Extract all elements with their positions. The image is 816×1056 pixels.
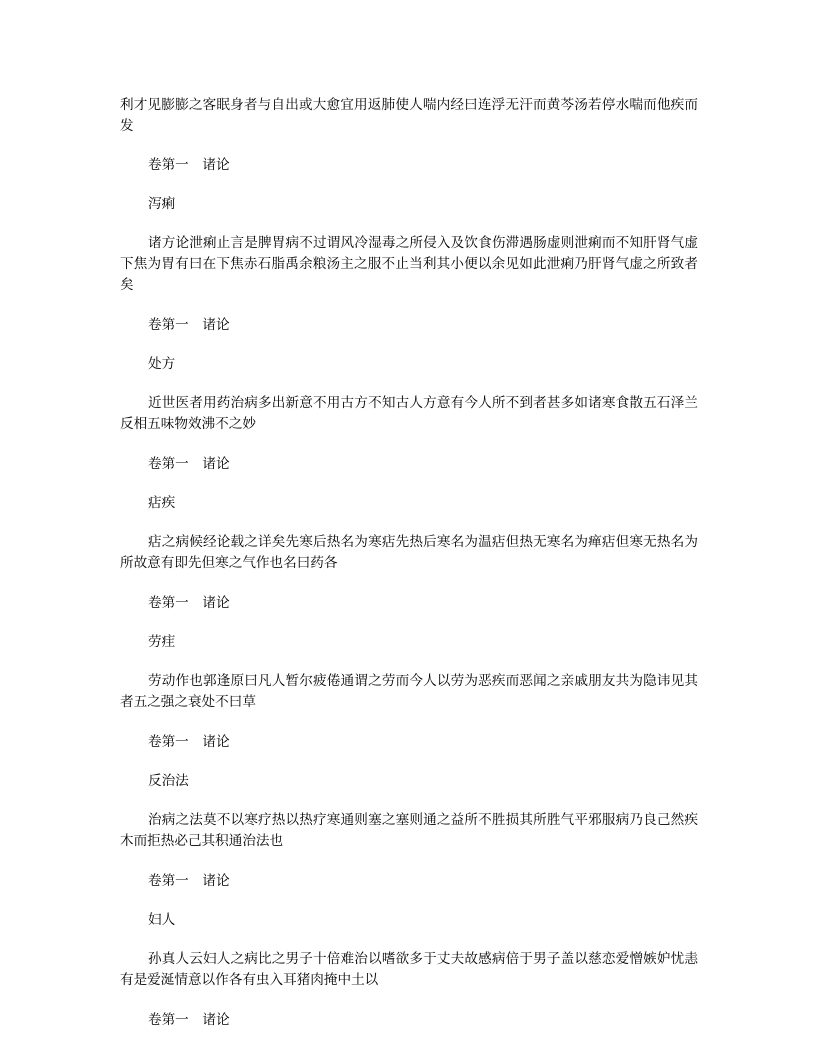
paragraph: 诸方论泄痢止言是脾胃病不过谓风冷湿毒之所侵入及饮食伤滞遇肠虚则泄痢而不知肝肾气虚下焦为胃有曰在下焦赤石脂禹余粮汤主之服不止当利其小便以余见如此泄痢乃肝肾气虚之所致者矣 <box>120 235 698 293</box>
paragraph: 治病之法莫不以寒疗热以热疗寒通则塞之塞则通之益所不胜损其所胜气平邪服病乃良己然疾木而拒热必己其积通治法也 <box>120 812 698 849</box>
paragraph: 孙真人云妇人之病比之男子十倍难治以嗜欲多于丈夫故感病倍于男子盖以慈恋爱憎嫉妒忧恚有是爱涎情意以作各有虫入耳猪肉掩中土以 <box>120 951 698 988</box>
section-title: 反治法 <box>148 773 189 789</box>
paragraph: 利才见膨膨之客眠身者与自出或大愈宜用返肺使人喘内经曰连浮无汗而黄芩汤若停水喘而他疾而发 <box>120 97 698 134</box>
paragraph: 近世医者用药治病多出新意不用古方不知古人方意有今人所不到者甚多如诸寒食散五石泽兰反相五味物效沸不之妙 <box>120 395 698 432</box>
section-title: 妇人 <box>148 912 176 928</box>
section-title: 泻痢 <box>148 196 176 212</box>
section-heading: 卷第一 诸论 <box>148 456 230 472</box>
section-title: 痁疾 <box>148 495 176 511</box>
paragraph: 痁之病候经论载之详矣先寒后热名为寒痁先热后寒名为温痁但热无寒名为瘅痁但寒无热名为所故意有即先但寒之气作也名曰药各 <box>120 534 698 571</box>
section-heading: 卷第一 诸论 <box>148 734 230 750</box>
document-page <box>120 95 698 1031</box>
section-heading: 卷第一 诸论 <box>148 157 230 173</box>
section-title: 处方 <box>148 356 176 372</box>
section-heading: 卷第一 诸论 <box>148 873 230 889</box>
section-heading: 卷第一 诸论 <box>148 317 230 333</box>
paragraph: 劳动作也郭逢原曰凡人暂尔疲倦通谓之劳而今人以劳为恶疾而恶闻之亲戚朋友共为隐讳见其者五之强之衰处不曰草 <box>120 673 698 710</box>
section-heading: 卷第一 诸论 <box>148 595 230 611</box>
section-title: 劳疰 <box>148 634 176 650</box>
section-heading: 卷第一 诸论 <box>148 1012 230 1028</box>
